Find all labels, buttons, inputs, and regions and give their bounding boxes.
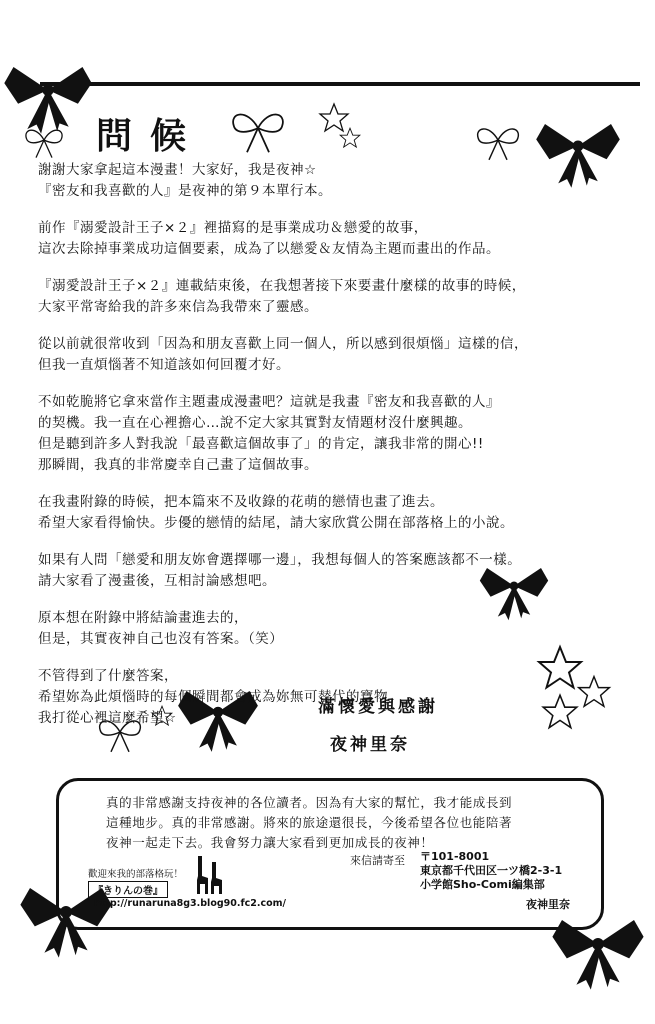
letter-line: 這次去除掉事業成功這個要素，成為了以戀愛＆友情為主題而畫出的作品。 [38,241,500,257]
letter-line: 大家平常寄給我的許多來信為我帶來了靈感。 [38,299,318,315]
paragraph [38,160,618,202]
paragraph [38,276,618,318]
address-line: 小学館Sho-Comi編集部 [420,878,545,891]
letter-line: 希望大家看得愉快。步優的戀情的結尾，請大家欣賞公開在部落格上的小說。 [38,515,514,531]
author-signature: 夜神里奈 [330,735,410,755]
bow-outline-icon [26,130,62,157]
letter-line: 那瞬間，我真的非常慶幸自己畫了這個故事。 [38,457,318,473]
box-line: 真的非常感謝支持夜神的各位讀者。因為有大家的幫忙，我才能成長到 [106,795,513,810]
address-line: 東京都千代田区一ツ橋2-3-1 [420,864,563,877]
paragraph [38,218,618,260]
bow-outline-icon [478,129,519,160]
mailing-address [420,850,562,892]
letter-line: 請大家看了漫畫後，互相討論感想吧。 [38,573,276,589]
letter-body [38,160,618,745]
letter-line: 的契機。我一直在心裡擔心…說不定大家其實對友情題材沒什麼興趣。 [38,415,472,431]
blog-name: 『きりんの巻』 [88,881,168,898]
letter-line: 不管得到了什麼答案， [38,668,178,684]
letter-line: 但是，其實夜神自己也沒有答案。（笑） [38,631,284,647]
paragraph [38,550,618,592]
page-title: 問候 [96,115,205,157]
paragraph [38,608,618,650]
letter-line: 『溺愛設計王子×２』連載結束後，在我想著接下來要畫什麼樣的故事的時候， [38,278,526,294]
letter-line: 在我畫附錄的時候，把本篇來不及收錄的花萌的戀情也畫了進去。 [38,494,444,510]
address-label: 來信請寄至 [350,854,405,867]
letter-line: 如果有人問「戀愛和朋友妳會選擇哪一邊」，我想每個人的答案應該都不一樣。 [38,552,522,568]
blog-url-link[interactable]: http://runaruna8g3.blog90.fc2.com/ [94,898,286,909]
letter-line: 從以前就很常收到「因為和朋友喜歡上同一個人，所以感到很煩惱」這樣的信， [38,336,528,352]
letter-line: 不如乾脆將它拿來當作主題畫成漫畫吧？這就是我畫『密友和我喜歡的人』 [38,394,500,410]
star-icon [320,104,348,131]
top-divider [40,82,640,86]
ribbon-bow-icon [4,67,91,134]
letter-line: 但是聽到許多人對我說「最喜歡這個故事了」的肯定，讓我非常的開心!! [38,436,484,452]
letter-line: 原本想在附錄中將結論畫進去的， [38,610,248,626]
blog-invite: 歡迎來我的部落格玩！ [88,869,184,880]
letter-line: 我打從心裡這麼希望☆ [38,710,177,726]
box-signature: 夜神里奈 [526,898,570,911]
letter-line: 『密友和我喜歡的人』是夜神的第９本單行本。 [38,183,332,199]
letter-line: 謝謝大家拿起這本漫畫！大家好，我是夜神☆ [38,162,317,178]
letter-line: 但我一直煩惱著不知道該如何回覆才好。 [38,357,290,373]
ribbon-bow-icon [552,920,643,990]
paragraph [38,334,618,376]
letter-line: 希望妳為此煩惱時的每個瞬間都會成為妳無可替代的寶物。 [38,689,402,705]
paragraph [38,492,618,534]
box-line: 夜神一起走下去。我會努力讓大家看到更加成長的夜神！ [106,835,434,850]
closing-phrase: 滿懷愛與感謝 [318,697,438,717]
letter-line: 前作『溺愛設計王子×２』裡描寫的是事業成功＆戀愛的故事， [38,220,428,236]
box-message [106,793,586,853]
box-line: 這種地步。真的非常感謝。將來的旅途還很長，今後希望各位也能陪著 [106,815,513,830]
paragraph [38,392,618,476]
bow-outline-icon [233,115,283,153]
address-line: 〒101-8001 [420,850,490,863]
